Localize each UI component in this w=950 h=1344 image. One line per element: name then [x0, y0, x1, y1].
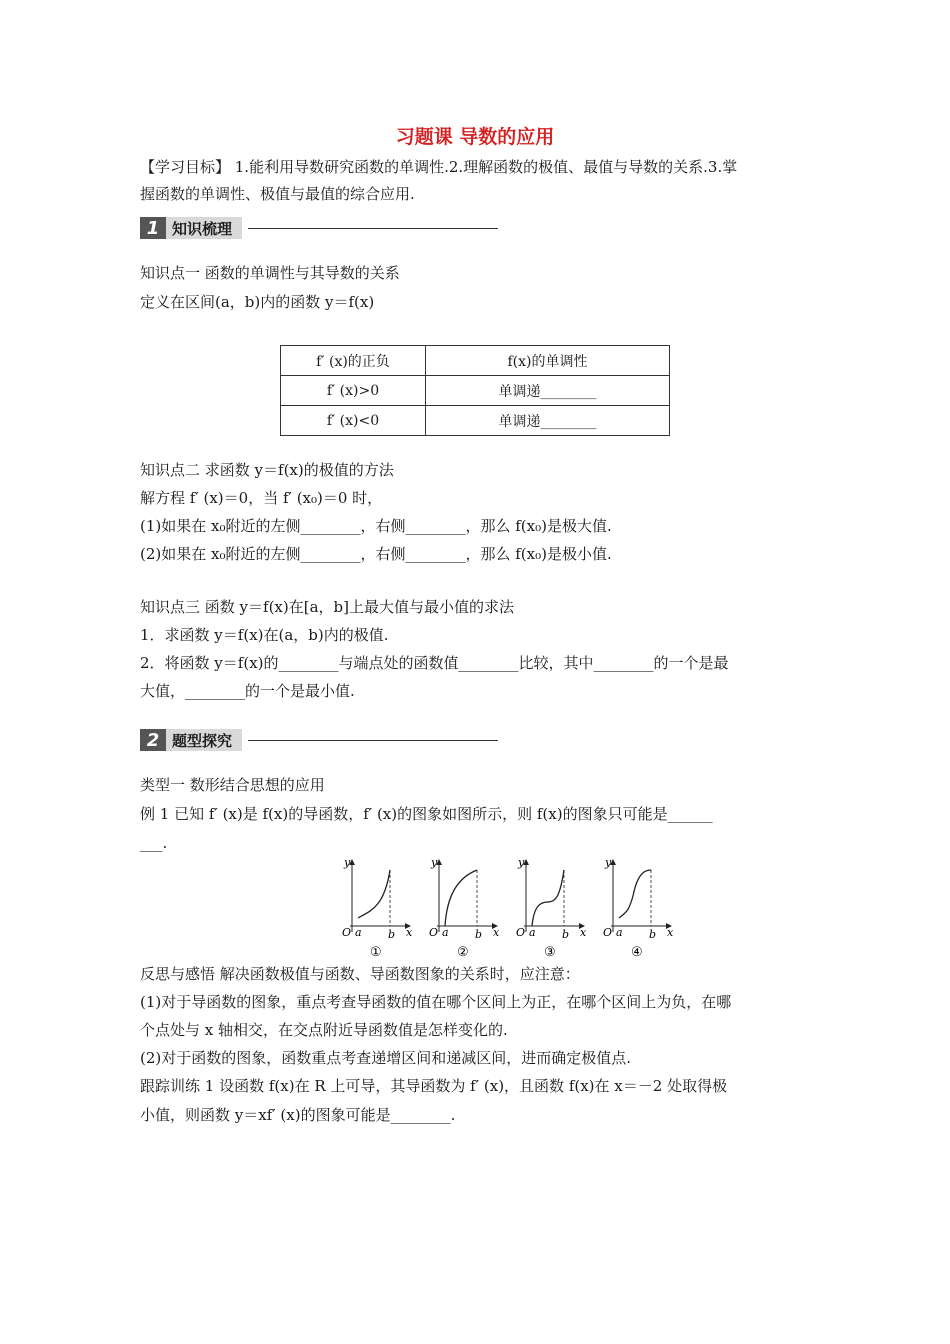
point-a-label: a — [355, 926, 362, 939]
table-header-cell: f(x)的单调性 — [426, 346, 670, 376]
point-b-label: b — [388, 928, 396, 941]
graph-2 — [429, 856, 500, 960]
section-number: 1 — [140, 217, 166, 239]
section-header-knowledge — [140, 217, 498, 239]
axis-y-label: y — [431, 856, 438, 869]
reflection-p1-line-2: 个点处与 x 轴相交，在交点附近导函数值是怎样变化的. — [140, 1021, 508, 1039]
table-cell: 单调递________ — [426, 406, 670, 436]
axis-x-label: x — [406, 926, 413, 939]
option-label: ③ — [544, 945, 556, 960]
table-row — [281, 406, 670, 436]
kp2-item-1: (1)如果在 x₀附近的左侧________，右侧________，那么 f(x₀)是极大值. — [140, 517, 612, 535]
table-cell: 单调递________ — [426, 376, 670, 406]
option-label: ② — [457, 945, 469, 960]
axis-y-label: y — [605, 856, 612, 869]
kp2-line-1: 解方程 f′ (x)＝0，当 f′ (x₀)＝0 时， — [140, 489, 383, 507]
table-header-row — [281, 346, 670, 376]
axis-y-label: y — [518, 856, 525, 869]
table-header-cell: f′ (x)的正负 — [281, 346, 426, 376]
graph-4 — [603, 856, 674, 960]
section-label: 题型探究 — [166, 729, 242, 751]
table-cell: f′ (x)>0 — [281, 376, 426, 406]
derivative-graphs-figure — [340, 856, 680, 962]
axis-y-label: y — [344, 856, 351, 869]
point-a-label: a — [442, 926, 449, 939]
reflection-heading: 反思与感悟 解决函数极值与函数、导函数图象的关系时，应注意： — [140, 965, 580, 983]
curve — [619, 870, 651, 918]
section-label: 知识梳理 — [166, 217, 242, 239]
curve — [358, 870, 390, 918]
tracking-1-line-2: 小值，则函数 y＝xf′ (x)的图象可能是________. — [140, 1106, 456, 1124]
kp3-item-2-line-2: 大值，________的一个是最小值. — [140, 682, 355, 700]
point-a-label: a — [529, 926, 536, 939]
kp1-definition: 定义在区间(a，b)内的函数 y＝f(x) — [140, 293, 375, 311]
option-label: ④ — [631, 945, 643, 960]
tracking-1-line-1: 跟踪训练 1 设函数 f(x)在 R 上可导，其导函数为 f′ (x)，且函数 f(x)在 x＝－2 处取得极 — [140, 1077, 728, 1095]
axis-x-label: x — [667, 926, 674, 939]
kp3-item-1: 1．求函数 y＝f(x)在(a，b)内的极值. — [140, 626, 389, 644]
kp2-heading: 知识点二 求函数 y＝f(x)的极值的方法 — [140, 461, 394, 479]
point-b-label: b — [649, 928, 657, 941]
origin-label: O — [342, 926, 352, 939]
axis-x-label: x — [580, 926, 587, 939]
kp3-heading: 知识点三 函数 y＝f(x)在[a，b]上最大值与最小值的求法 — [140, 598, 514, 616]
example-1-line-1: 例 1 已知 f′ (x)是 f(x)的导函数，f′ (x)的图象如图所示，则 f(x)的图象只可能是______ — [140, 805, 713, 823]
point-b-label: b — [562, 928, 570, 941]
section-rule — [248, 740, 498, 741]
section-rule — [248, 228, 498, 229]
point-a-label: a — [616, 926, 623, 939]
type1-heading: 类型一 数形结合思想的应用 — [140, 776, 325, 794]
objectives-line-1: 【学习目标】 1.能利用导数研究函数的单调性.2.理解函数的极值、最值与导数的关系.3.掌 — [140, 158, 738, 176]
page-title: 习题课 导数的应用 — [395, 126, 555, 148]
curve — [532, 870, 564, 926]
origin-label: O — [429, 926, 439, 939]
option-label: ① — [370, 945, 382, 960]
reflection-p1-line-1: (1)对于导函数的图象，重点考查导函数的值在哪个区间上为正，在哪个区间上为负，在哪 — [140, 993, 732, 1011]
table-row — [281, 376, 670, 406]
graph-1 — [342, 856, 413, 960]
point-b-label: b — [475, 928, 483, 941]
origin-label: O — [603, 926, 613, 939]
reflection-p2: (2)对于函数的图象，函数重点考查递增区间和递减区间，进而确定极值点. — [140, 1049, 632, 1067]
kp3-item-2-line-1: 2．将函数 y＝f(x)的________与端点处的函数值________比较，其中________的一个是最 — [140, 654, 729, 672]
table-cell: f′ (x)<0 — [281, 406, 426, 436]
section-number: 2 — [140, 729, 166, 751]
kp1-heading: 知识点一 函数的单调性与其导数的关系 — [140, 264, 400, 282]
example-1-line-2: ___. — [140, 834, 168, 852]
graph-3 — [516, 856, 587, 960]
section-header-problems — [140, 729, 498, 751]
origin-label: O — [516, 926, 526, 939]
axis-x-label: x — [493, 926, 500, 939]
kp2-item-2: (2)如果在 x₀附近的左侧________，右侧________，那么 f(x₀)是极小值. — [140, 545, 612, 563]
monotonicity-table — [280, 345, 670, 436]
objectives-line-2: 握函数的单调性、极值与最值的综合应用. — [140, 185, 415, 203]
curve — [445, 870, 477, 926]
